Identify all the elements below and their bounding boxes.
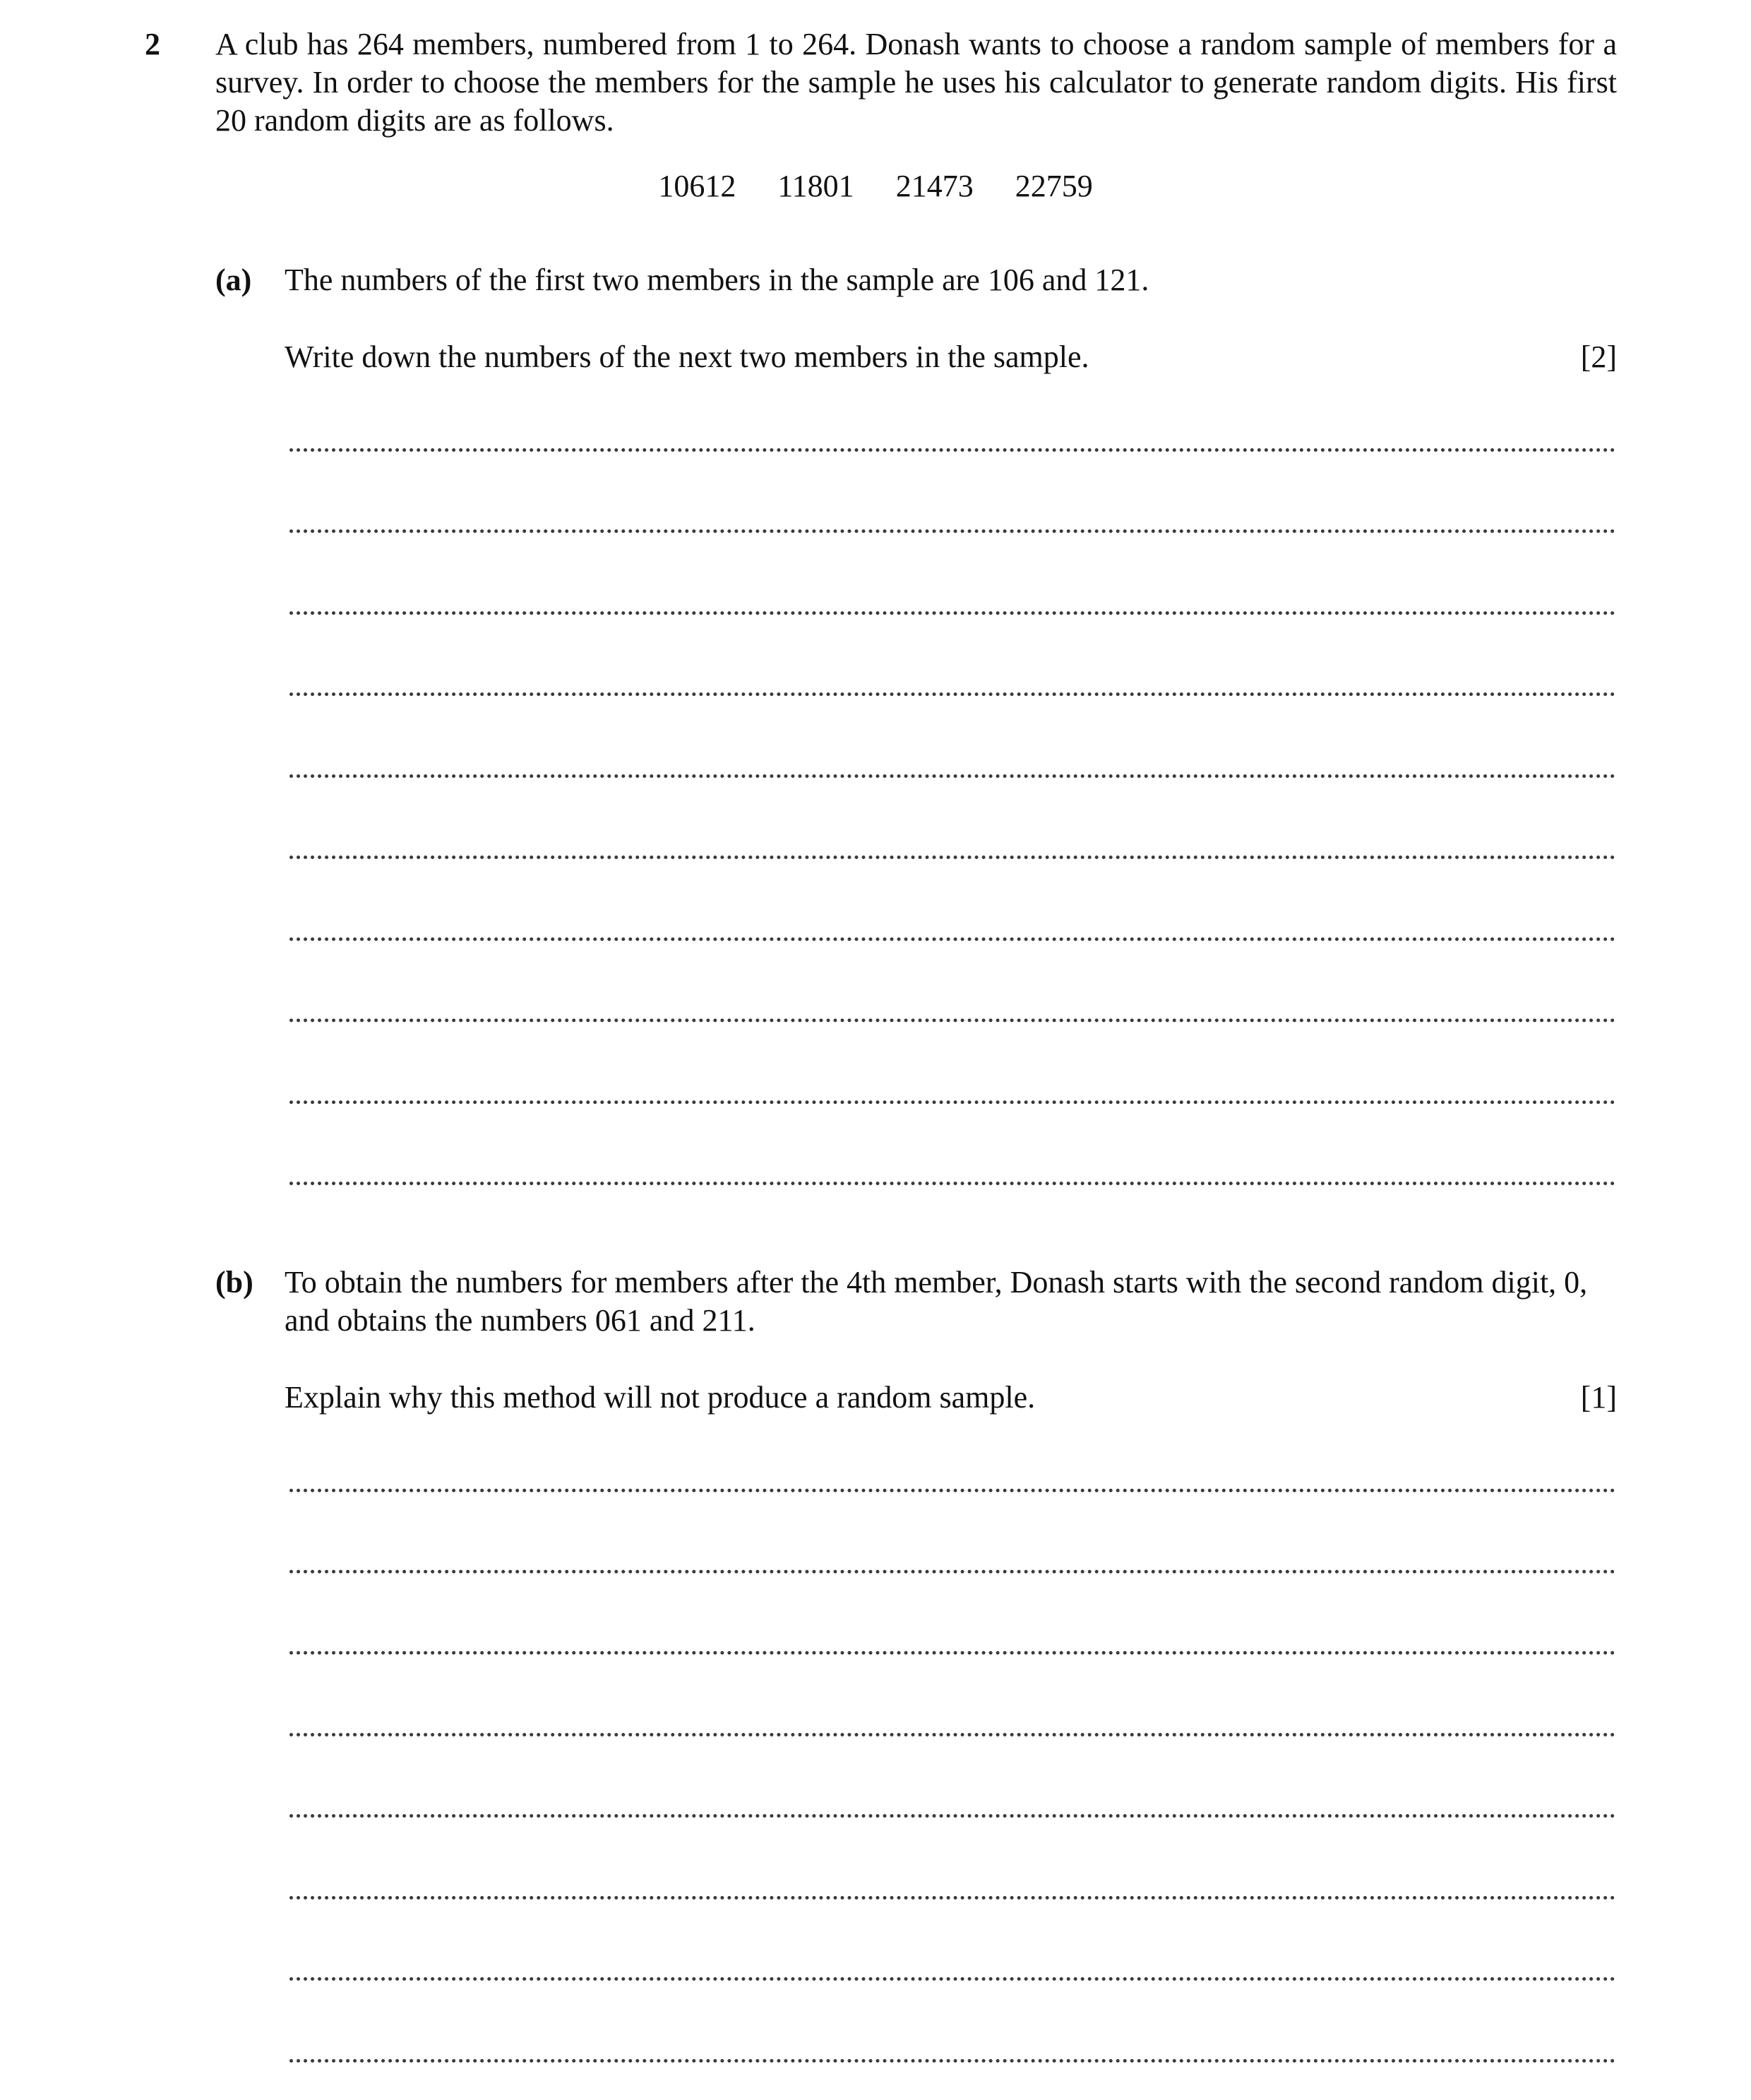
part-a-marks: [2] bbox=[1580, 340, 1617, 374]
answer-line-b[interactable] bbox=[289, 2059, 1615, 2063]
answer-line-a[interactable] bbox=[289, 529, 1615, 533]
question-intro: A club has 264 members, numbered from 1 to 264. Donash wants to choose a random sample of members for a survey. In order to choose the members for the sample he uses his calculator to generate random digits. His first 20 random digits are as follows. bbox=[215, 27, 1617, 138]
part-a-text: The numbers of the first two members in the sample are 106 and 121. bbox=[285, 263, 1149, 297]
part-a-instruction: Write down the numbers of the next two members in the sample. bbox=[285, 340, 1089, 374]
answer-line-b[interactable] bbox=[289, 1896, 1615, 1900]
answer-line-b[interactable] bbox=[289, 1814, 1615, 1818]
answer-line-b[interactable] bbox=[289, 1733, 1615, 1736]
answer-line-a[interactable] bbox=[289, 1182, 1615, 1185]
part-b-label: (b) bbox=[215, 1265, 253, 1300]
answer-line-b[interactable] bbox=[289, 1489, 1615, 1492]
answer-line-a[interactable] bbox=[289, 692, 1615, 696]
answer-line-a[interactable] bbox=[289, 448, 1615, 452]
part-b-instruction: Explain why this method will not produce a random sample. bbox=[285, 1380, 1036, 1415]
random-digits-row bbox=[0, 167, 1751, 205]
digit-group: 11801 bbox=[777, 169, 854, 203]
answer-line-a[interactable] bbox=[289, 1100, 1615, 1104]
answer-line-b[interactable] bbox=[289, 1651, 1615, 1655]
answer-line-a[interactable] bbox=[289, 937, 1615, 941]
part-a-label: (a) bbox=[215, 263, 252, 297]
question-number: 2 bbox=[145, 27, 160, 61]
digit-group: 21473 bbox=[895, 169, 974, 203]
answer-line-a[interactable] bbox=[289, 611, 1615, 615]
digit-group: 22759 bbox=[1015, 169, 1093, 203]
answer-line-a[interactable] bbox=[289, 1019, 1615, 1022]
answer-line-b[interactable] bbox=[289, 1570, 1615, 1573]
part-b-marks: [1] bbox=[1580, 1380, 1617, 1415]
answer-line-a[interactable] bbox=[289, 856, 1615, 859]
answer-line-a[interactable] bbox=[289, 774, 1615, 778]
part-b-text: To obtain the numbers for members after the 4th member, Donash starts with the second random digit, 0, and obtains the numbers 061 and 211. bbox=[285, 1265, 1588, 1338]
digit-group: 10612 bbox=[658, 169, 736, 203]
answer-line-b[interactable] bbox=[289, 1977, 1615, 1981]
